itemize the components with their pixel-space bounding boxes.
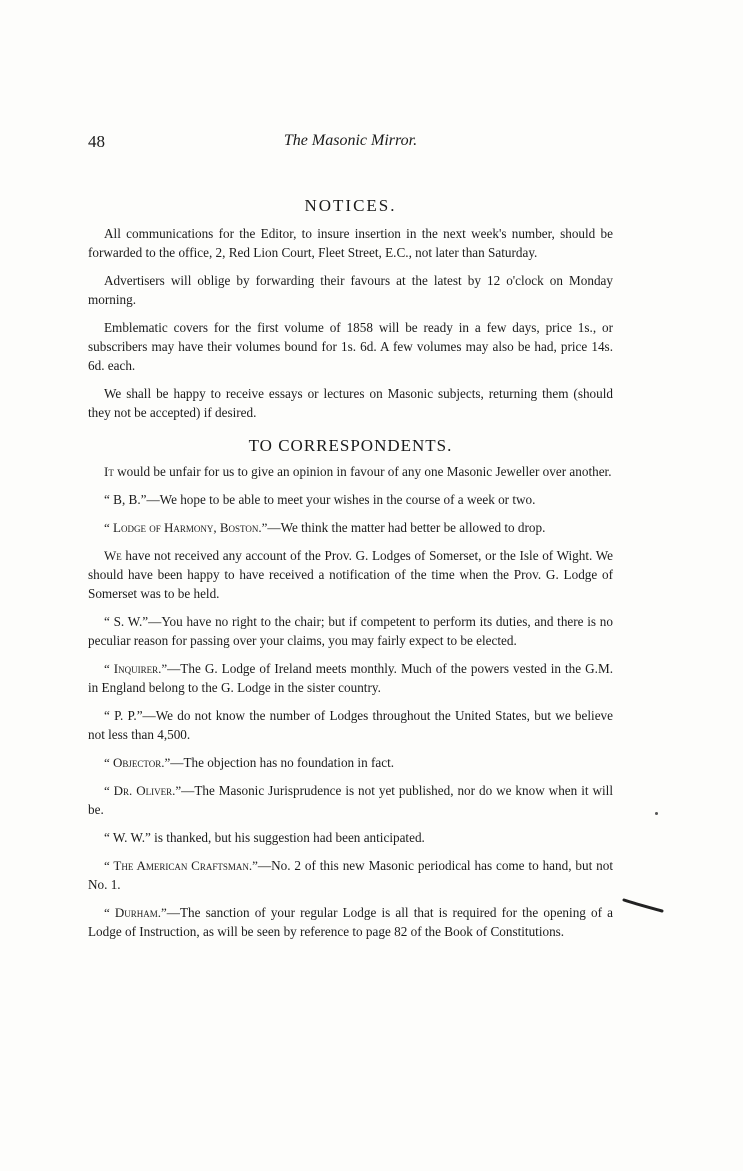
correspondent-text: would be unfair for us to give an opinion in favour of any one Masonic Jeweller over another. bbox=[113, 464, 612, 479]
correspondent-text: “ W. W.” is thanked, but his suggestion had been anticipated. bbox=[104, 830, 425, 845]
correspondent-text: —The Masonic Jurisprudence is not yet published, nor do we know when it will be. bbox=[88, 783, 613, 817]
notice-paragraph: Emblematic covers for the first volume of 1858 will be ready in a few days, price 1s., or subscribers may have their volumes bound for 1s. 6d. A few volumes may also be had, price 14s. 6d. each. bbox=[88, 320, 613, 373]
correspondent-text: “ P. P.”—We do not know the number of Lodges throughout the United States, but we believe not less than 4,500. bbox=[88, 708, 613, 742]
correspondent-lead: We bbox=[104, 548, 122, 563]
correspondent-item bbox=[88, 753, 613, 772]
notices-heading: NOTICES. bbox=[304, 196, 397, 215]
correspondent-lead: “ Lodge of Harmony, Boston.” bbox=[104, 520, 268, 535]
correspondent-lead: “ Inquirer.” bbox=[104, 661, 168, 676]
correspondent-text: —No. 2 of this new Masonic periodical has come to hand, but not No. 1. bbox=[88, 858, 613, 892]
correspondent-lead: “ Objector.” bbox=[104, 755, 171, 770]
page-header bbox=[88, 132, 613, 156]
notice-paragraph: We shall be happy to receive essays or lectures on Masonic subjects, returning them (should they not be accepted) if desired. bbox=[88, 386, 613, 420]
notice-paragraph: Advertisers will oblige by forwarding their favours at the latest by 12 o'clock on Monday morning. bbox=[88, 273, 613, 307]
correspondent-lead: “ Durham.” bbox=[104, 905, 167, 920]
correspondent-text: have not received any account of the Prov. G. Lodges of Somerset, or the Isle of Wight. We should have been happy to have received a notification of the time when the Prov. G. Lodge of Somerset was to be held. bbox=[88, 548, 613, 601]
running-title: The Masonic Mirror. bbox=[283, 132, 418, 149]
page-number: 48 bbox=[88, 132, 105, 151]
correspondent-item bbox=[88, 546, 613, 603]
correspondent-lead: It bbox=[104, 464, 114, 479]
correspondent-text: “ S. W.”—You have no right to the chair; but if competent to perform its duties, and there is no peculiar reason for passing over your claims, you may fairly expect to be elected. bbox=[88, 614, 613, 648]
correspondent-item bbox=[88, 659, 613, 697]
page bbox=[88, 132, 613, 950]
correspondent-item bbox=[88, 462, 613, 481]
correspondent-item bbox=[88, 706, 613, 744]
margin-stroke-mark bbox=[622, 896, 666, 916]
correspondent-text: —The objection has no foundation in fact. bbox=[170, 755, 395, 770]
correspondent-item bbox=[88, 781, 613, 819]
correspondent-item bbox=[88, 828, 613, 847]
margin-dot-mark bbox=[655, 812, 658, 815]
correspondents-section bbox=[88, 462, 613, 941]
correspondent-lead: “ The American Craftsman.” bbox=[104, 858, 258, 873]
correspondent-item bbox=[88, 518, 613, 537]
correspondent-item bbox=[88, 612, 613, 650]
notice-paragraph: All communications for the Editor, to insure insertion in the next week's number, should be forwarded to the office, 2, Red Lion Court, Fleet Street, E.C., not later than Saturday. bbox=[88, 226, 613, 260]
correspondents-heading: TO CORRESPONDENTS. bbox=[248, 436, 453, 455]
correspondent-text: “ B, B.”—We hope to be able to meet your wishes in the course of a week or two. bbox=[104, 492, 536, 507]
notices-section bbox=[88, 224, 613, 422]
correspondent-text: —The sanction of your regular Lodge is all that is required for the opening of a Lodge of Instruction, as will be seen by reference to page 82 of the Book of Constitutions. bbox=[88, 905, 613, 939]
correspondent-text: —The G. Lodge of Ireland meets monthly. Much of the powers vested in the G.M. in England belong to the G. Lodge in the sister country. bbox=[88, 661, 613, 695]
correspondent-item bbox=[88, 490, 613, 509]
correspondent-item bbox=[88, 856, 613, 894]
correspondent-lead: “ Dr. Oliver.” bbox=[104, 783, 182, 798]
correspondent-item bbox=[88, 903, 613, 941]
correspondent-text: —We think the matter had better be allowed to drop. bbox=[267, 520, 546, 535]
